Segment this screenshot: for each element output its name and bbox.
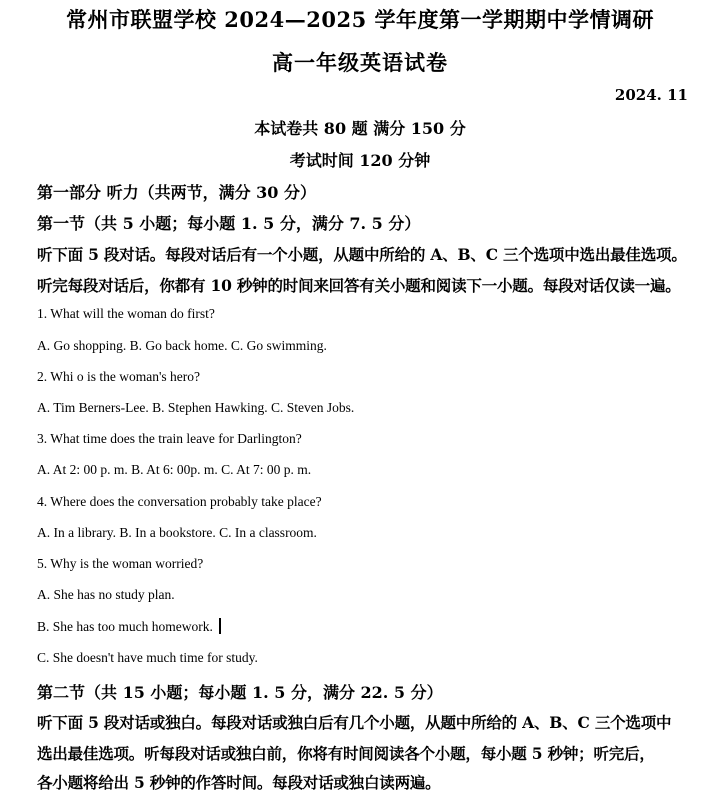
section2-instructions-line3: 各小题将给出 5 秒钟的作答时间。每段对话或独白读两遍。: [37, 773, 441, 792]
question-5: 5. Why is the woman worried?: [37, 556, 204, 571]
question-5-option-c: C. She doesn't have much time for study.: [37, 650, 258, 665]
section2-instructions-line1: 听下面 5 段对话或独白。每段对话或独白后有几个小题，从题中所给的 A、B、C 三个选项中: [37, 713, 672, 732]
question-3-options: A. At 2: 00 p. m. B. At 6: 00p. m. C. At 7: 00 p. m.: [37, 462, 312, 477]
part1-heading: 第一部分 听力（共两节，满分 30 分）: [37, 183, 316, 202]
text-cursor: [219, 618, 221, 634]
question-3: 3. What time does the train leave for Darlington?: [37, 431, 302, 446]
exam-info-questions: 本试卷共 80 题 满分 150 分: [254, 119, 466, 138]
section1-instructions-line2: 听完每段对话后，你都有 10 秒钟的时间来回答有关小题和阅读下一小题。每段对话仅读一遍。: [37, 276, 681, 295]
question-5-option-b: B. She has too much homework.: [37, 619, 213, 634]
exam-info-time: 考试时间 120 分钟: [289, 151, 431, 170]
question-5-option-b-row: [37, 618, 221, 635]
question-5-option-a: A. She has no study plan.: [37, 587, 175, 602]
question-1-options: A. Go shopping. B. Go back home. C. Go swimming.: [37, 338, 327, 353]
question-4-options: A. In a library. B. In a bookstore. C. In a classroom.: [37, 525, 317, 540]
section2-instructions-line2: 选出最佳选项。听每段对话或独白前，你将有时间阅读各个小题，每小题 5 秒钟；听完后，: [37, 744, 655, 763]
question-2-options: A. Tim Berners-Lee. B. Stephen Hawking. C. Steven Jobs.: [37, 400, 355, 415]
exam-date: 2024. 11: [614, 86, 688, 104]
question-1: 1. What will the woman do first?: [37, 306, 215, 321]
question-4: 4. Where does the conversation probably take place?: [37, 494, 322, 509]
section1-instructions-line1: 听下面 5 段对话。每段对话后有一个小题，从题中所给的 A、B、C 三个选项中选出最佳选项。: [37, 245, 687, 264]
exam-title: 常州市联盟学校 2024—2025 学年度第一学期期中学情调研: [65, 7, 654, 32]
section1-heading: 第一节（共 5 小题；每小题 1. 5 分，满分 7. 5 分）: [37, 214, 421, 233]
section2-heading: 第二节（共 15 小题；每小题 1. 5 分，满分 22. 5 分）: [37, 683, 443, 702]
question-2: 2. Whi o is the woman's hero?: [37, 369, 201, 384]
exam-subtitle: 高一年级英语试卷: [272, 50, 448, 75]
